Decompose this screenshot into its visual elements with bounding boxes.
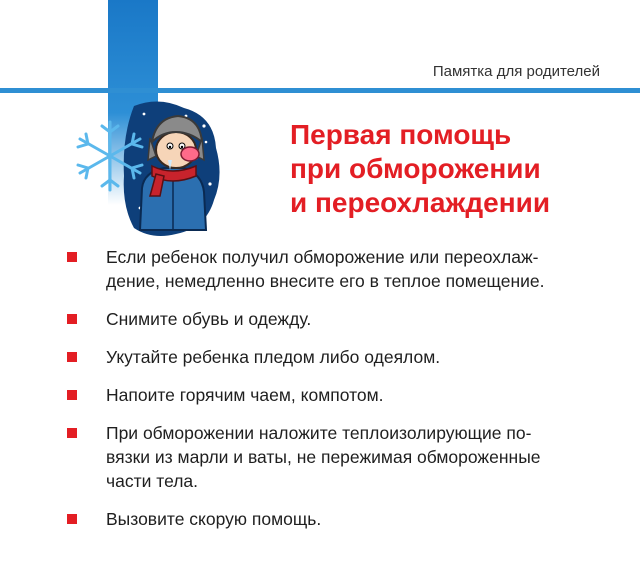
red-square-bullet-icon [67,390,77,400]
list-item-text: При обморожении наложите теплоизолирующие по- вязки из марли и ваты, не пережимая обмороженные части тела. [106,423,541,491]
list-item-text: Напоите горячим чаем, компотом. [106,385,384,405]
title-line-2: при обморожении [290,153,541,184]
page-title [290,118,550,220]
list-item-text: Снимите обувь и одежду. [106,309,312,329]
list-item [64,245,600,293]
list-item-text: Если ребенок получил обморожение или переохлаж- дение, немедленно внесите его в теплое помещение. [106,247,545,291]
list-item-text: Укутайте ребенка пледом либо одеялом. [106,347,441,367]
instructions-list [64,245,600,545]
document-category-label: Памятка для родителей [432,63,600,80]
red-square-bullet-icon [67,252,77,262]
red-square-bullet-icon [67,514,77,524]
red-square-bullet-icon [67,314,77,324]
list-item [64,307,600,331]
list-item [64,507,600,531]
red-square-bullet-icon [67,352,77,362]
list-item [64,421,600,493]
list-item [64,345,600,369]
list-item-text: Вызовите скорую помощь. [106,509,322,529]
blue-horizontal-line [0,88,640,93]
title-line-1: Первая помощь [290,119,512,150]
title-line-3: и переохлаждении [290,187,551,218]
red-square-bullet-icon [67,428,77,438]
frozen-child-snowflake-icon [64,96,226,240]
list-item [64,383,600,407]
